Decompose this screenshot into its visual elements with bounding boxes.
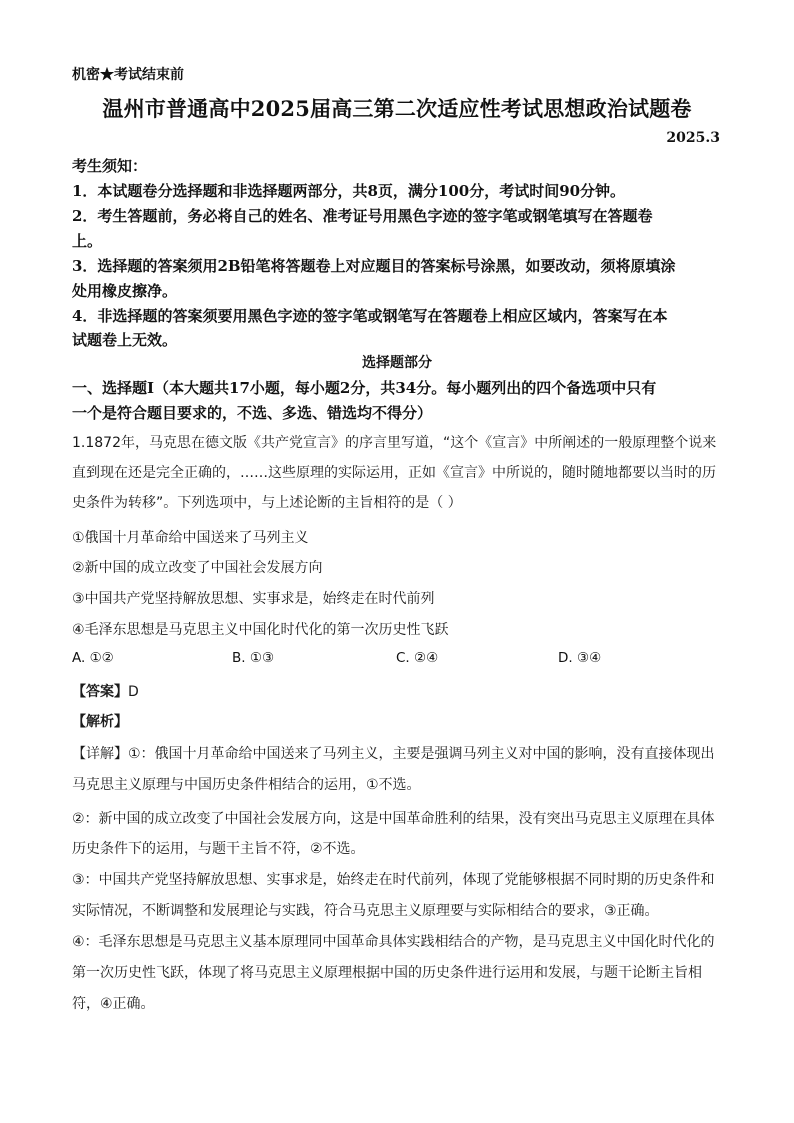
notice-line: 试题卷上无效。 xyxy=(72,331,178,349)
option-c: C. ②④ xyxy=(396,650,439,666)
statement-item: ②新中国的成立改变了中国社会发展方向 xyxy=(72,560,323,576)
confidential-label: 机密★考试结束前 xyxy=(72,67,184,83)
detail-line: ②：新中国的成立改变了中国社会发展方向，这是中国革命胜利的结果，没有突出马克思主义原理在具体 xyxy=(72,811,715,827)
answer-value: D xyxy=(128,684,139,700)
question-stem-line: 1.1872年，马克思在德文版《共产党宣言》的序言里写道，“这个《宣言》中所阐述的一般原理整个说来 xyxy=(72,435,717,451)
notice-line: 1．本试题卷分选择题和非选择题两部分，共8页，满分100分，考试时间90分钟。 xyxy=(72,182,626,200)
notice-line: 3．选择题的答案须用2B铅笔将答题卷上对应题目的答案标号涂黑，如要改动，须将原填涂 xyxy=(72,257,676,275)
notice-line: 2．考生答题前，务必将自己的姓名、准考证号用黑色字迹的签字笔或钢笔填写在答题卷 xyxy=(72,207,653,225)
detail-line: 马克思主义原理与中国历史条件相结合的运用，①不选。 xyxy=(72,777,421,793)
notice-heading: 考生须知： xyxy=(72,157,148,175)
option-b: B. ①③ xyxy=(232,650,275,666)
page-title: 温州市普通高中2025届高三第二次适应性考试思想政治试题卷 xyxy=(102,96,692,121)
answer-label: 【答案】 xyxy=(72,684,128,700)
detail-line: 【详解】①：俄国十月革命给中国送来了马列主义，主要是强调马列主义对中国的影响，没有直接体现出 xyxy=(72,746,715,762)
statement-item: ④毛泽东思想是马克思主义中国化时代化的第一次历史性飞跃 xyxy=(72,622,449,638)
question-stem-line: 直到现在还是完全正确的，……这些原理的实际运用，正如《宣言》中所说的，随时随地都要以当时的历 xyxy=(72,465,716,481)
answer-line xyxy=(72,681,139,701)
statement-item: ③中国共产党坚持解放思想、实事求是，始终走在时代前列 xyxy=(72,591,435,607)
detail-line: 第一次历史性飞跃，体现了将马克思主义原理根据中国的历史条件进行运用和发展，与题干论断主旨相 xyxy=(72,965,702,981)
detail-line: ③：中国共产党坚持解放思想、实事求是，始终走在时代前列，体现了党能够根据不同时期的历史条件和 xyxy=(72,872,715,888)
notice-line: 处用橡皮擦净。 xyxy=(72,282,178,300)
option-a: A. ①② xyxy=(72,650,114,666)
analysis-label: 【解析】 xyxy=(72,714,128,730)
detail-line: ④：毛泽东思想是马克思主义基本原理同中国革命具体实践相结合的产物，是马克思主义中国化时代化的 xyxy=(72,934,715,950)
detail-line: 历史条件下的运用，与题干主旨不符，②不选。 xyxy=(72,841,365,857)
notice-line: 上。 xyxy=(72,232,103,250)
option-d: D. ③④ xyxy=(558,650,602,666)
section-instruction: 一、选择题Ⅰ（本大题共17小题，每小题2分，共34分。每小题列出的四个备选项中只有 xyxy=(72,379,657,397)
statement-item: ①俄国十月革命给中国送来了马列主义 xyxy=(72,530,309,546)
detail-line: 实际情况，不断调整和发展理论与实践，符合马克思主义原理要与实际相结合的要求，③正确。 xyxy=(72,903,659,919)
question-stem-line: 史条件为转移”。下列选项中，与上述论断的主旨相符的是（ ） xyxy=(72,495,462,511)
detail-line: 符，④正确。 xyxy=(72,996,155,1012)
exam-date: 2025.3 xyxy=(666,130,720,146)
notice-line: 4．非选择题的答案须要用黑色字迹的签字笔或钢笔写在答题卷上相应区域内，答案写在本 xyxy=(72,307,668,325)
section-title: 选择题部分 xyxy=(362,355,432,371)
section-instruction: 一个是符合题目要求的，不选、多选、错选均不得分） xyxy=(72,404,433,422)
